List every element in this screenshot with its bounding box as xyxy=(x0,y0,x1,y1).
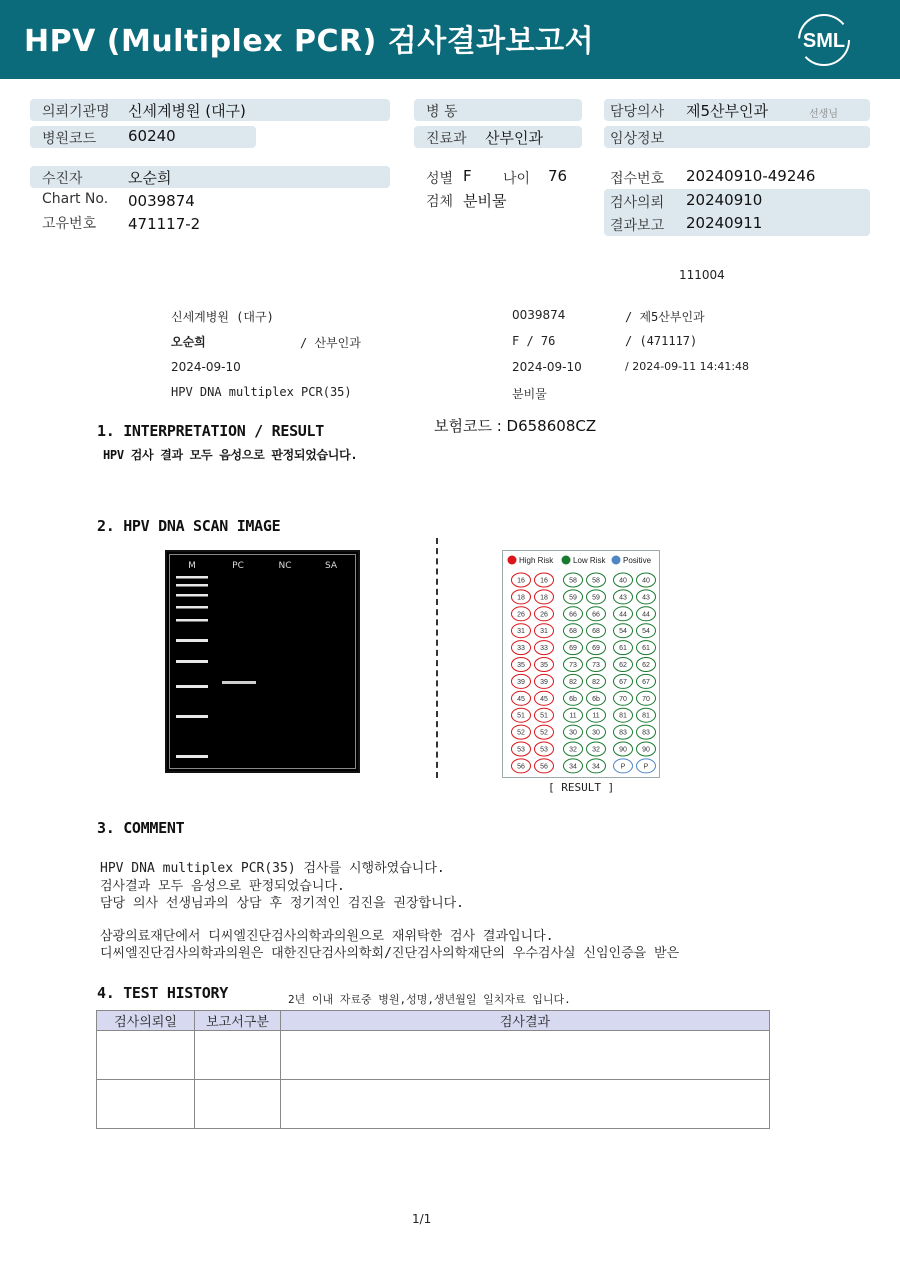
report-date-label: 결과보고 xyxy=(610,218,665,234)
dept-value: 산부인과 xyxy=(485,129,543,147)
gel-lane-sa: SA xyxy=(324,561,338,571)
uid-label: 고유번호 xyxy=(42,216,97,232)
image-divider xyxy=(436,538,438,778)
chip-spot-label: 59 xyxy=(592,594,600,602)
chip-spot-label: 6b xyxy=(592,695,600,703)
chip-spot-label: 44 xyxy=(642,611,650,619)
interpretation-result: HPV 검사 결과 모두 음성으로 판정되었습니다. xyxy=(103,448,358,462)
summary-date1: 2024-09-10 xyxy=(171,360,241,374)
marker-band xyxy=(176,755,208,758)
report-title: HPV (Multiplex PCR) 검사결과보고서 xyxy=(24,24,595,59)
patient-row xyxy=(30,166,390,188)
section-comment-title: 3. COMMENT xyxy=(97,819,185,837)
section-interpretation-title: 1. INTERPRETATION / RESULT xyxy=(97,422,325,440)
receipt-label: 접수번호 xyxy=(610,171,665,187)
legend-dot-2 xyxy=(612,556,621,565)
report-id: 111004 xyxy=(679,268,725,282)
history-table xyxy=(96,1010,770,1129)
specimen-value: 분비물 xyxy=(463,192,507,210)
comment-line-1: HPV DNA multiplex PCR(35) 검사를 시행하였습니다. xyxy=(100,861,445,876)
chip-spot-label: 18 xyxy=(540,594,548,602)
chip-spot-label: 33 xyxy=(517,645,525,653)
legend-label-1: Low Risk xyxy=(573,556,606,565)
specimen-label: 검체 xyxy=(426,194,454,210)
uid-value: 471117-2 xyxy=(128,215,201,233)
chip-spot-label: 62 xyxy=(642,662,650,669)
chip-spot-label: 90 xyxy=(619,746,627,754)
summary-sexage: F / 76 xyxy=(512,334,556,348)
chip-spot-label: 54 xyxy=(619,628,627,636)
chip-spot-label: 51 xyxy=(540,712,548,720)
chip-spot-label: 68 xyxy=(569,628,577,636)
ward-label: 병 동 xyxy=(426,104,458,120)
legend-label-2: Positive xyxy=(623,556,652,565)
chip-spot-label: 34 xyxy=(569,763,577,771)
age-value: 76 xyxy=(548,167,568,185)
age-label: 나이 xyxy=(503,171,531,187)
doctor-value: 제5산부인과 xyxy=(686,102,768,120)
summary-org: 신세계병원 (대구) xyxy=(171,310,274,324)
history-header-result: 검사결과 xyxy=(281,1011,770,1031)
chip-spot-label: 45 xyxy=(517,695,525,703)
chip-spot-label: 70 xyxy=(642,695,650,703)
summary-dept: / 산부인과 xyxy=(300,336,361,350)
sml-logo xyxy=(796,12,852,68)
chip-spot-label: 66 xyxy=(592,611,600,619)
chip-spot-label: 61 xyxy=(642,645,650,653)
chip-spot-label: 11 xyxy=(569,712,577,720)
history-header-date: 검사의뢰일 xyxy=(97,1011,195,1031)
legend-dot-0 xyxy=(508,556,517,565)
chip-spot-label: 33 xyxy=(540,645,548,653)
hosp-code-value: 60240 xyxy=(128,127,176,145)
gel-lane-nc: NC xyxy=(278,561,292,571)
chip-spot-label: 67 xyxy=(642,678,650,686)
req-date-value: 20240910 xyxy=(686,191,763,209)
section-history-title: 4. TEST HISTORY xyxy=(97,984,228,1002)
marker-band xyxy=(176,619,208,622)
chip-spot-label: P xyxy=(620,763,626,771)
chip-spot-label: 83 xyxy=(642,729,650,737)
req-org-label: 의뢰기관명 xyxy=(42,104,110,120)
chip-spot-label: 66 xyxy=(569,611,577,619)
chip-spot-label: 70 xyxy=(619,695,627,703)
chip-spot-label: 67 xyxy=(619,678,627,686)
chip-spot-label: 52 xyxy=(540,729,548,737)
chip-spot-label: 52 xyxy=(517,729,525,737)
chip-spot-label: 40 xyxy=(642,577,650,585)
chip-spot-label: 58 xyxy=(592,577,600,585)
doctor-label: 담당의사 xyxy=(610,104,665,120)
comment-line-3: 담당 의사 선생님과의 상담 후 정기적인 검진을 권장합니다. xyxy=(100,896,465,911)
chip-spot-label: 81 xyxy=(642,712,650,720)
chip-spot-label: 39 xyxy=(540,678,548,686)
chip-spot-label: 54 xyxy=(642,628,650,636)
chip-spot-label: 26 xyxy=(517,611,525,619)
summary-chart: 0039874 xyxy=(512,308,566,322)
sex-value: F xyxy=(463,167,472,185)
chip-spot-label: 30 xyxy=(592,729,600,737)
summary-date2: 2024-09-10 xyxy=(512,360,582,374)
svg-text:SML: SML xyxy=(802,30,846,52)
doctor-suffix: 선생님 xyxy=(809,109,838,120)
dept-label: 진료과 xyxy=(426,131,467,147)
chip-spot-label: 68 xyxy=(592,628,600,636)
summary-doctor: / 제5산부인과 xyxy=(625,310,705,324)
chip-spot-label: 62 xyxy=(619,662,627,669)
history-header-row xyxy=(97,1011,770,1031)
chip-spot-label: 18 xyxy=(517,594,525,602)
marker-band xyxy=(176,639,208,642)
insurance-code: 보험코드 : D658608CZ xyxy=(434,417,597,435)
summary-specimen: 분비물 xyxy=(512,387,547,401)
chip-spot-label: 6b xyxy=(569,695,577,703)
report-date-value: 20240911 xyxy=(686,214,763,232)
history-note: 2년 이내 자료중 병원,성명,생년월일 일치자료 입니다. xyxy=(288,993,571,1006)
chip-caption: [ RESULT ] xyxy=(548,781,615,794)
receipt-value: 20240910-49246 xyxy=(686,167,816,185)
req-org-value: 신세계병원 (대구) xyxy=(128,102,246,120)
patient-value: 오순희 xyxy=(128,169,172,187)
chip-spot-label: 56 xyxy=(517,763,525,771)
chip-spot-label: 11 xyxy=(592,712,600,720)
chip-spot-label: 73 xyxy=(569,662,577,669)
chip-spot-label: 35 xyxy=(540,662,548,669)
chip-spot-label: 82 xyxy=(569,678,577,686)
chip-spot-label: 61 xyxy=(619,645,627,653)
chip-spot-label: 32 xyxy=(592,746,600,754)
chip-spot-label: 44 xyxy=(619,611,627,619)
chip-spot-label: 59 xyxy=(569,594,577,602)
chip-spot-label: 26 xyxy=(540,611,548,619)
summary-patient: 오순희 xyxy=(171,335,206,349)
legend-dot-1 xyxy=(562,556,571,565)
summary-datetime: / 2024-09-11 14:41:48 xyxy=(625,360,750,373)
chip-spot-label: 40 xyxy=(619,577,627,585)
chip-spot-label: 30 xyxy=(569,729,577,737)
marker-band xyxy=(176,584,208,587)
chip-spot-label: 31 xyxy=(517,628,525,636)
chip-spot-label: P xyxy=(643,763,649,771)
marker-band xyxy=(176,715,208,718)
clinical-label: 임상정보 xyxy=(610,131,665,147)
chip-spot-label: 16 xyxy=(540,577,548,585)
hpv-chip xyxy=(502,550,660,778)
chip-spot-label: 35 xyxy=(517,662,525,669)
chip-spot-label: 45 xyxy=(540,695,548,703)
chip-spot-label: 56 xyxy=(540,763,548,771)
gel-lane-m: M xyxy=(188,561,196,571)
chip-spot-label: 31 xyxy=(540,628,548,636)
patient-label: 수진자 xyxy=(42,171,83,187)
gel-image xyxy=(165,550,360,773)
summary-uid: / (471117) xyxy=(625,334,698,348)
req-date-label: 검사의뢰 xyxy=(610,195,665,211)
marker-band xyxy=(176,685,208,688)
chip-grid xyxy=(503,551,659,777)
chip-spot-label: 39 xyxy=(517,678,525,686)
comment-line-5: 삼광의료재단에서 디씨엘진단검사의학과의원으로 재위탁한 검사 결과입니다. xyxy=(100,929,554,944)
chip-spot-label: 16 xyxy=(517,577,525,585)
chart-value: 0039874 xyxy=(128,192,195,210)
sex-label: 성별 xyxy=(426,171,454,187)
comment-line-2: 검사결과 모두 음성으로 판정되었습니다. xyxy=(100,879,345,894)
chip-spot-label: 90 xyxy=(642,746,650,754)
chip-spot-label: 51 xyxy=(517,712,525,720)
chip-spot-label: 73 xyxy=(592,662,600,669)
table-row xyxy=(97,1031,770,1080)
chip-spot-label: 69 xyxy=(569,645,577,653)
gel-lane-pc: PC xyxy=(232,561,244,571)
chip-spot-label: 43 xyxy=(619,594,627,602)
chip-spot-label: 82 xyxy=(592,678,600,686)
section-scan-title: 2. HPV DNA SCAN IMAGE xyxy=(97,517,281,535)
history-header-type: 보고서구분 xyxy=(195,1011,281,1031)
page-number: 1/1 xyxy=(412,1212,432,1226)
chip-spot-label: 81 xyxy=(619,712,627,720)
chip-spot-label: 32 xyxy=(569,746,577,754)
chart-label: Chart No. xyxy=(42,191,109,207)
marker-band xyxy=(176,594,208,597)
legend-label-0: High Risk xyxy=(519,556,554,565)
marker-band xyxy=(176,660,208,663)
table-row xyxy=(97,1080,770,1129)
report-header xyxy=(0,0,900,79)
chip-spot-label: 34 xyxy=(592,763,600,771)
gel-bands xyxy=(167,552,358,771)
comment-line-6: 디씨엘진단검사의학과의원은 대한진단검사의학회/진단검사의학재단의 우수검사실 신임인증을 받은 xyxy=(100,946,680,961)
hosp-code-label: 병원코드 xyxy=(42,131,97,147)
chip-spot-label: 83 xyxy=(619,729,627,737)
summary-test: HPV DNA multiplex PCR(35) xyxy=(171,385,352,399)
chip-spot-label: 43 xyxy=(642,594,650,602)
chip-spot-label: 58 xyxy=(569,577,577,585)
marker-band xyxy=(176,576,208,579)
chip-spot-label: 53 xyxy=(517,746,525,754)
pc-band xyxy=(222,681,256,684)
chip-spot-label: 69 xyxy=(592,645,600,653)
chip-spot-label: 53 xyxy=(540,746,548,754)
marker-band xyxy=(176,606,208,609)
